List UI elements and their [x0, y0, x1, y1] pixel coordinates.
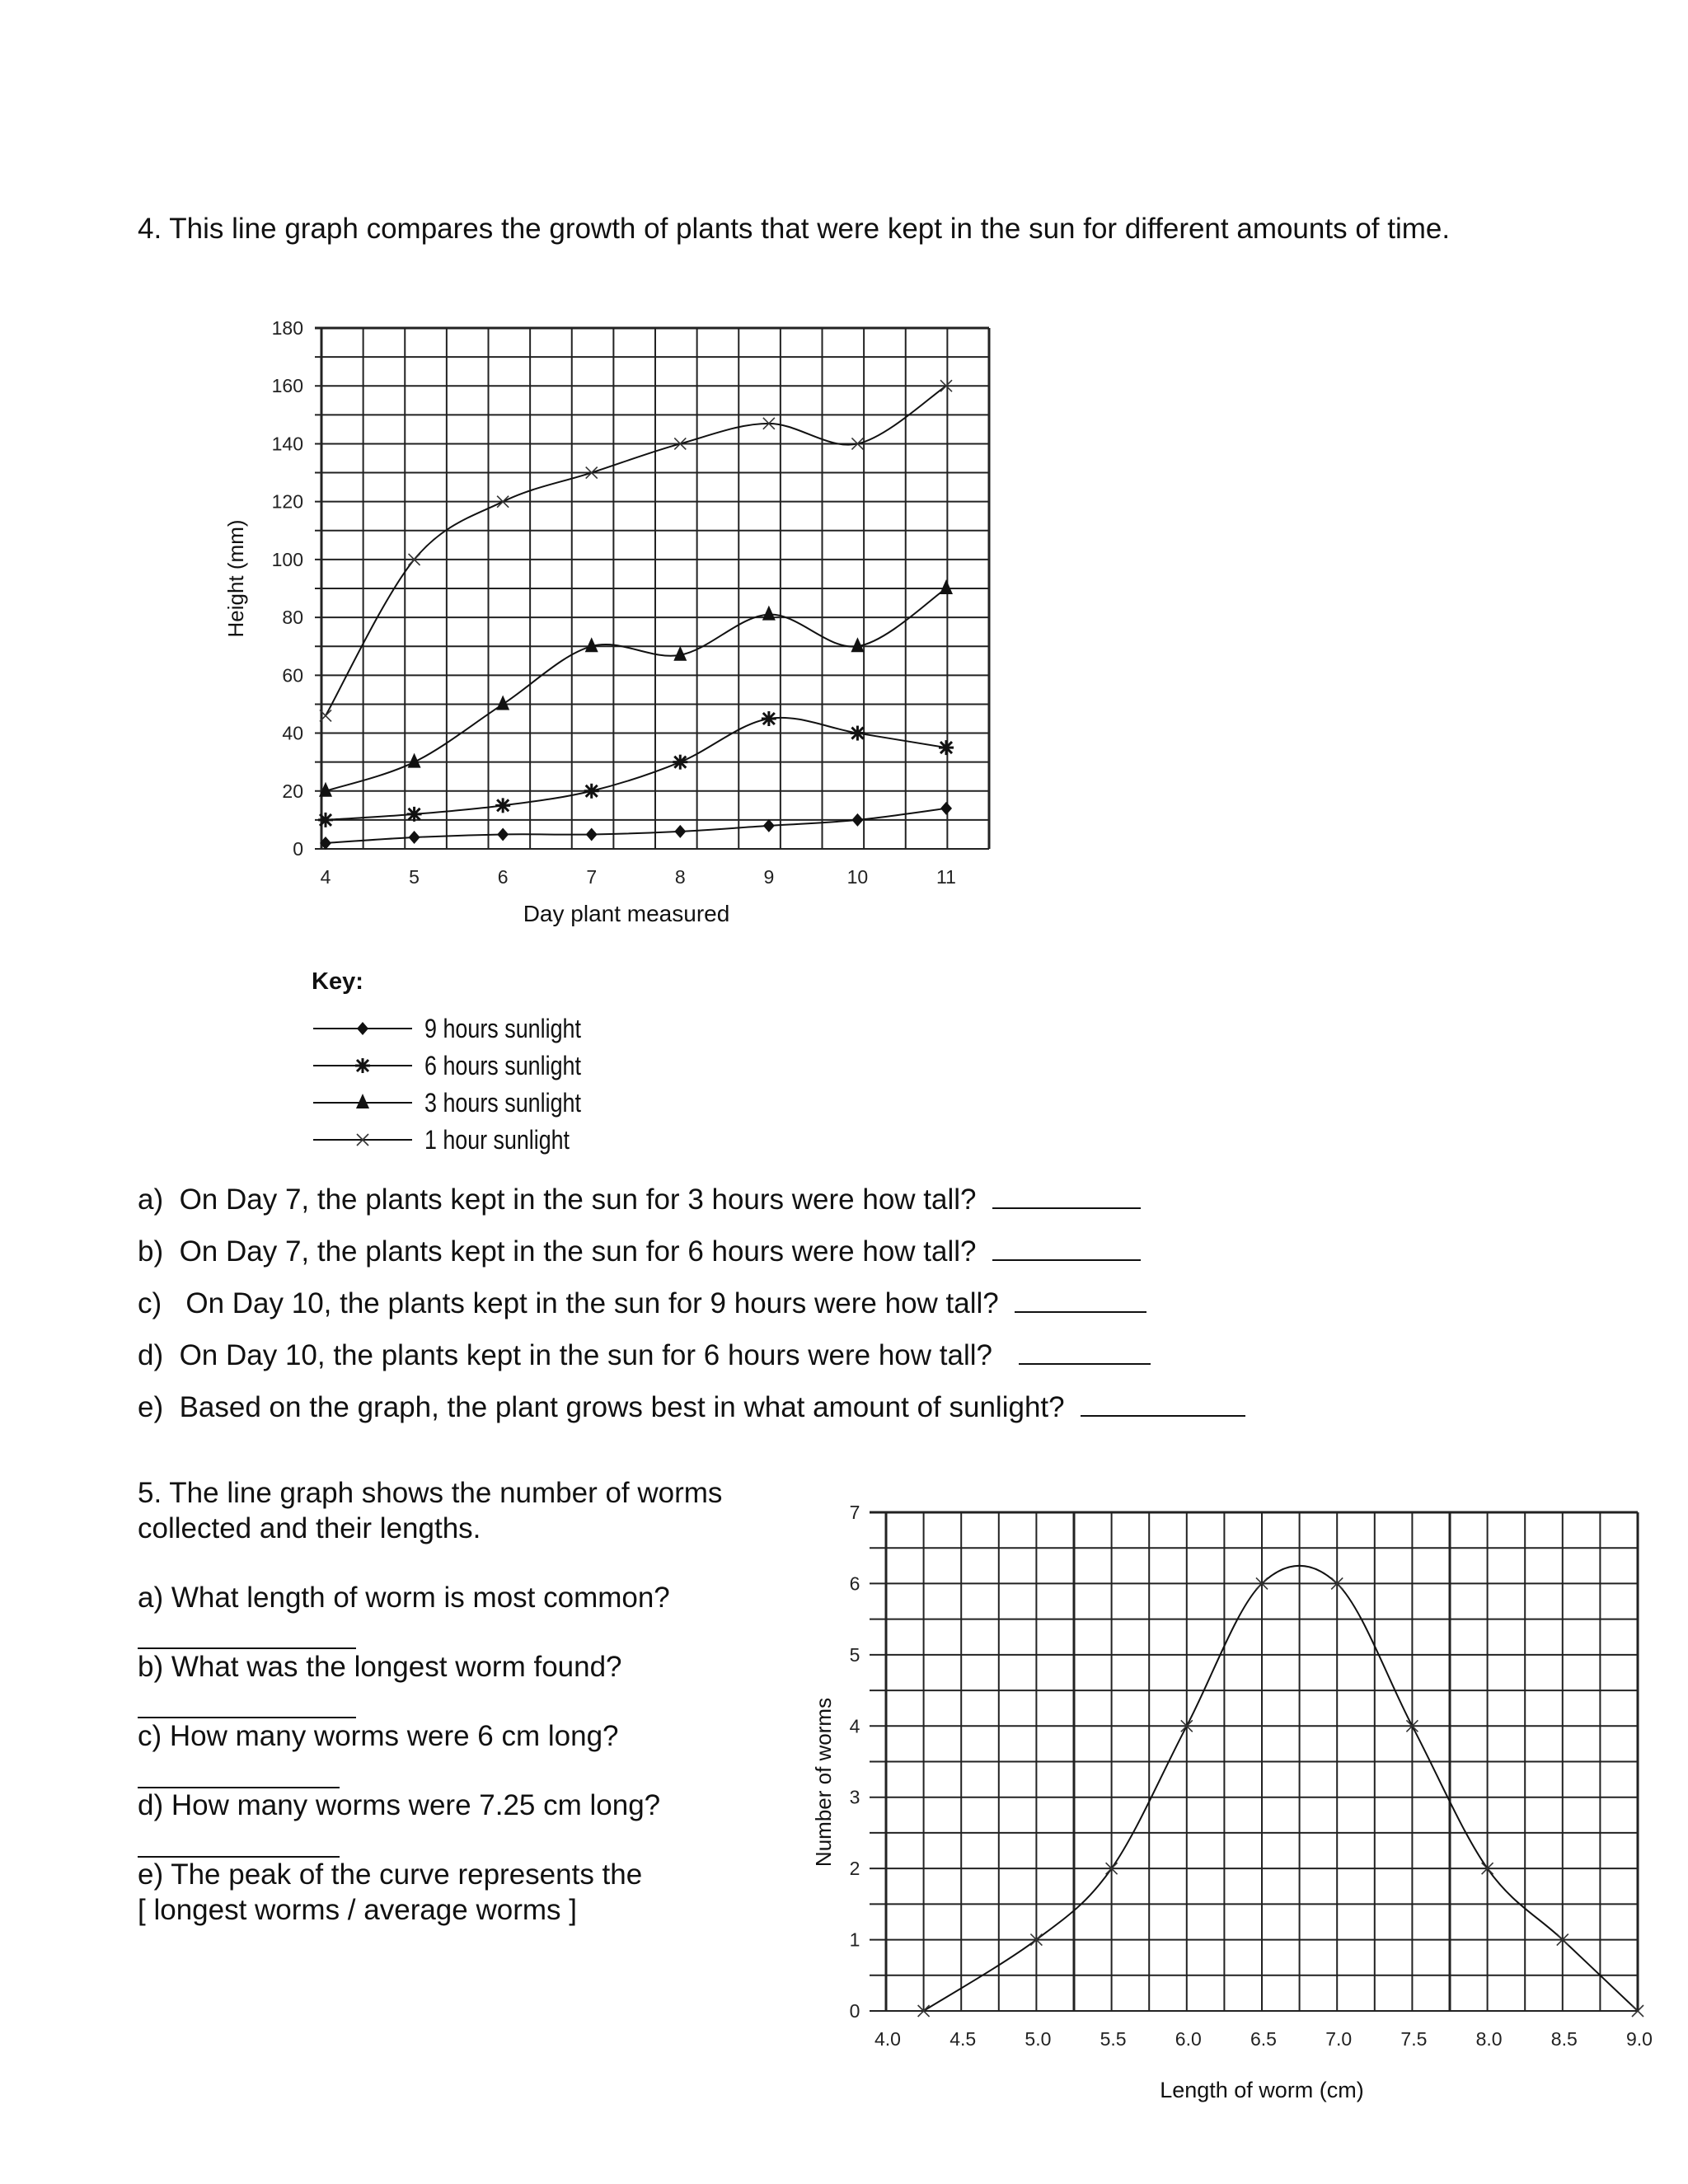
question-4e	[138, 1391, 1245, 1424]
data-point-star	[762, 711, 776, 726]
x-axis-label: Day plant measured	[523, 901, 730, 926]
question-4b-label: b)	[138, 1235, 164, 1268]
x-tick-label: 8	[674, 866, 686, 888]
worm-length-chart	[791, 1475, 1665, 2110]
data-point-diamond	[409, 831, 420, 844]
data-point-triangle	[940, 579, 953, 594]
x-tick-label: 6.5	[1250, 2028, 1277, 2050]
question-5a: a) What length of worm is most common?	[138, 1582, 670, 1614]
legend-label: 1 hour sunlight	[424, 1125, 570, 1155]
y-tick-label: 60	[282, 664, 303, 687]
question-4c-text: On Day 10, the plants kept in the sun for 9 hours were how tall?	[185, 1287, 999, 1319]
data-point-star	[407, 807, 422, 822]
x-tick-label: 9.0	[1626, 2028, 1653, 2050]
data-point-triangle	[496, 695, 509, 710]
legend-label: 6 hours sunlight	[424, 1051, 582, 1080]
y-tick-label: 20	[282, 780, 303, 802]
data-point-star	[850, 726, 865, 741]
data-point-diamond	[674, 825, 686, 838]
x-tick-label: 9	[763, 866, 775, 888]
data-point-star	[939, 740, 954, 755]
x-tick-label: 11	[936, 866, 956, 888]
question-4a-text: On Day 7, the plants kept in the sun for 3 hours were how tall?	[179, 1183, 977, 1216]
data-point-star	[318, 813, 333, 827]
data-point-diamond	[497, 827, 509, 841]
question-4b-text: On Day 7, the plants kept in the sun for 6 hours were how tall?	[179, 1235, 977, 1268]
y-tick-label: 1	[849, 1929, 860, 1951]
x-tick-label: 4.5	[950, 2028, 977, 2050]
key-title: Key:	[312, 968, 363, 995]
y-tick-label: 7	[849, 1502, 860, 1523]
answer-4e-blank[interactable]	[1081, 1392, 1245, 1417]
y-tick-label: 5	[849, 1643, 860, 1666]
question-5-intro	[138, 1475, 722, 1546]
question-4d-text: On Day 10, the plants kept in the sun for 6 hours were how tall?	[179, 1339, 992, 1371]
x-tick-label: 7.5	[1400, 2028, 1428, 2050]
question-4c-label: c)	[138, 1287, 162, 1319]
data-point-triangle	[762, 606, 776, 621]
data-point-star	[584, 784, 599, 799]
y-tick-label: 120	[271, 490, 303, 513]
x-tick-label: 6	[497, 866, 509, 888]
plant-growth-chart	[206, 313, 1030, 956]
answer-4c-blank[interactable]	[1015, 1288, 1146, 1313]
question-5c: c) How many worms were 6 cm long?	[138, 1720, 619, 1752]
x-tick-label: 4	[320, 866, 331, 888]
question-4-title: 4. This line graph compares the growth of plants that were kept in the sun for different amounts of time.	[138, 213, 1451, 245]
question-4e-text: Based on the graph, the plant grows best in what amount of sunlight?	[179, 1391, 1065, 1423]
x-tick-label: 7.0	[1325, 2028, 1353, 2050]
question-4a	[138, 1183, 1141, 1216]
series-line-triangle	[326, 588, 946, 791]
answer-4d-blank[interactable]	[1019, 1340, 1151, 1365]
y-tick-label: 100	[271, 548, 303, 570]
x-tick-label: 8.0	[1475, 2028, 1503, 2050]
legend-marker-diamond	[357, 1022, 368, 1035]
x-tick-label: 5.5	[1100, 2028, 1127, 2050]
legend-marker-triangle	[356, 1094, 369, 1108]
y-tick-label: 180	[271, 317, 303, 339]
series-line-x	[326, 386, 946, 715]
question-4a-label: a)	[138, 1183, 164, 1216]
question-4d-label: d)	[138, 1339, 164, 1371]
data-point-diamond	[763, 819, 775, 832]
chart-legend	[305, 1005, 651, 1162]
question-4d	[138, 1339, 1151, 1372]
question-5b: b) What was the longest worm found?	[138, 1651, 622, 1683]
data-point-diamond	[586, 827, 598, 841]
question-4c	[138, 1287, 1146, 1320]
x-tick-label: 10	[846, 866, 869, 888]
y-axis-label: Number of worms	[811, 1697, 836, 1868]
question-4b	[138, 1235, 1141, 1268]
question-5e-line1: e) The peak of the curve represents the	[138, 1858, 643, 1891]
x-tick-label: 6.0	[1175, 2028, 1202, 2050]
y-tick-label: 2	[849, 1858, 860, 1880]
data-point-star	[673, 755, 687, 770]
y-tick-label: 160	[271, 375, 303, 397]
y-tick-label: 3	[849, 1786, 860, 1808]
answer-4a-blank[interactable]	[992, 1184, 1141, 1209]
y-tick-label: 140	[271, 433, 303, 455]
x-tick-label: 5	[409, 866, 420, 888]
x-tick-label: 4.0	[874, 2028, 901, 2050]
x-axis-label: Length of worm (cm)	[1160, 2078, 1364, 2102]
legend-marker-star	[355, 1058, 370, 1073]
x-tick-label: 5.0	[1025, 2028, 1052, 2050]
y-tick-label: 6	[849, 1572, 860, 1595]
y-tick-label: 4	[849, 1715, 860, 1737]
question-5d: d) How many worms were 7.25 cm long?	[138, 1789, 661, 1821]
data-point-star	[495, 798, 510, 813]
question-5-intro-line1: 5. The line graph shows the number of worms	[138, 1477, 723, 1509]
y-tick-label: 0	[293, 838, 303, 860]
legend-label: 9 hours sunlight	[424, 1014, 582, 1043]
question-4e-label: e)	[138, 1391, 164, 1423]
worm-count-line	[924, 1566, 1638, 2011]
y-axis-label: Height (mm)	[223, 519, 248, 638]
question-5e	[138, 1857, 642, 1928]
data-point-diamond	[851, 813, 863, 827]
x-tick-label: 8.5	[1550, 2028, 1578, 2050]
answer-4b-blank[interactable]	[992, 1236, 1141, 1261]
y-tick-label: 0	[849, 2000, 860, 2022]
x-tick-label: 7	[586, 866, 598, 888]
question-5e-line2: [ longest worms / average worms ]	[138, 1894, 577, 1926]
legend-label: 3 hours sunlight	[424, 1088, 582, 1118]
data-point-diamond	[940, 802, 952, 815]
y-tick-label: 80	[282, 607, 303, 629]
y-tick-label: 40	[282, 722, 303, 744]
question-5-intro-line2: collected and their lengths.	[138, 1512, 481, 1544]
